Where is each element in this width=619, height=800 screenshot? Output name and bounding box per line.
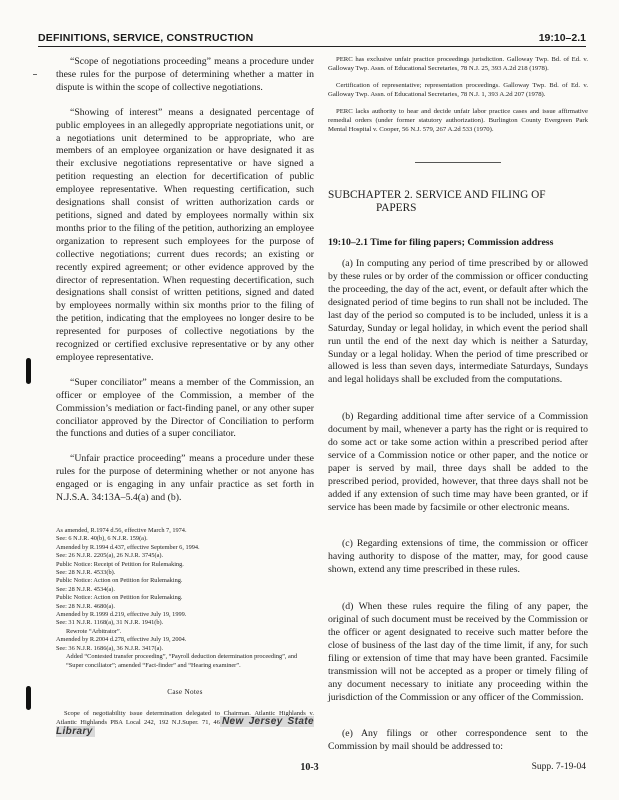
case-note: PERC lacks authority to hear and decide unfair labor practice cases and issue affirmative remedial orders (under former statutory authorization). Burlington County Evergreen Park Mental Hospital v. Cooper, 56 N.J. 579, 267 A.2d 533 (1970).: [328, 108, 588, 133]
subsection-c: (c) Regarding extensions of time, the commission or officer having authority to dispose of the matter, may, for good cause shown, extend any time prescribed in these rules.: [328, 538, 588, 576]
subchapter-title-continued: PAPERS: [376, 202, 417, 215]
history-line: As amended, R.1974 d.56, effective March 7, 1974.: [56, 527, 187, 534]
case-notes-heading: Case Notes: [167, 687, 203, 696]
section-heading: 19:10–2.1 Time for filing papers; Commission address: [328, 237, 554, 249]
history-line: Public Notice: Action on Petition for Rulemaking.: [56, 577, 183, 585]
history-line: See: 26 N.J.R. 2205(a), 26 N.J.R. 3745(a).: [56, 552, 164, 560]
history-line: See: 6 N.J.R. 40(b), 6 N.J.R. 159(a).: [56, 535, 148, 543]
page-number: 10-3: [300, 762, 319, 773]
history-line: Amended by R.2004 d.278, effective July 19, 2004.: [56, 636, 187, 644]
header-title: DEFINITIONS, SERVICE, CONSTRUCTION: [38, 32, 254, 44]
case-note: PERC has exclusive unfair practice proceedings jurisdiction. Galloway Twp. Bd. of Ed. v. Galloway Twp. Assn. of Educational Secretaries, 78 N.J. 25, 393 A.2d 218 (1978).: [328, 56, 588, 72]
history-line: Public Notice: Action on Petition for Rulemaking.: [56, 594, 183, 602]
subsection-a: (a) In computing any period of time prescribed by or allowed by these rules or by order of the commission or officer conducting the proceeding, the day of the act, event, or default after which the designated period of time begins to run shall not be included. The last day of the period so computed is to be included, unless it is a Saturday, Sunday or legal holiday, in which event the period shall run until the end of the next day which is neither a Saturday, Sunday or a legal holiday. When the period of time prescribed or allowed is less than seven days, intermediate Saturdays, Sundays and legal holidays shall be excluded from the computations.: [328, 258, 588, 386]
history-line: See: 28 N.J.R. 4680(a).: [56, 602, 115, 610]
margin-dash: [33, 74, 37, 75]
history-line: See: 28 N.J.R. 4534(a).: [56, 585, 115, 593]
history-line: Amended by R.1994 d.437, effective September 6, 1994.: [56, 543, 200, 551]
section-separator: [415, 162, 501, 163]
header-rule: [38, 46, 586, 47]
rule-history: [56, 527, 314, 670]
subsection-e: (e) Any filings or other correspondence sent to the Commission by mail should be addressed to:: [328, 728, 588, 753]
history-line: See: 28 N.J.R. 4533(b).: [56, 569, 116, 577]
history-line: Rewrote “Arbitrator”.: [66, 627, 122, 635]
subsection-d: (d) When these rules require the filing of any paper, the original of such document must be received by the Commission or the officer or agent designated to receive such matter before the close of business of the last day of the time limit, if any, for such filing or extension of time that may have been granted. Facsimile transmission will not be accepted as a proper or timely filing of any document necessary to initiate any proceeding within the jurisdiction of the Commission or any officer of the Commission.: [328, 601, 588, 703]
history-line: Added “Contested transfer proceeding”, “Payroll deduction determination proceeding”, and “Super conciliator”; amended “Fact-finder” and “Hearing examiner”.: [66, 653, 298, 669]
subchapter-title: SUBCHAPTER 2. SERVICE AND FILING OF: [328, 189, 546, 202]
case-note: Certification of representative; representation proceedings. Galloway Twp. Bd. of Ed. v. Galloway Twp. Assn. of Educational Secretaries, 78 N.J. 1, 393 A.2d 207 (1978).: [328, 82, 588, 98]
definition-super-conciliator: “Super conciliator” means a member of the Commission, an officer or employee of the Commission, a member of the Commission’s mediation or fact-finding panel, or any other super conciliator approved by the Director of Conciliation to perform the functions and duties of a super conciliator.: [56, 376, 314, 440]
right-column: [328, 56, 588, 754]
revision-bar: [26, 686, 31, 710]
subsection-b: (b) Regarding additional time after service of a Commission document by mail, whenever a party has the right or is required to do some act or take some action within a prescribed period after service of a Commission notice or other paper, and the notice or paper is served by mail, three days shall be added to the prescribed period, provided, however, that three days shall not be added if any extension of such time may have been granted, or if service has been made by facsimile or other electronic means.: [328, 411, 588, 513]
history-line: Public Notice: Receipt of Petition for Rulemaking.: [56, 560, 184, 568]
definition-showing-of-interest: “Showing of interest” means a designated percentage of public employees in an allegedly appropriate negotiations unit, or a negotiations unit determined to be appropriate, who are members of an employee organization or have designated it as their exclusive negotiations representative or have signed a petition requesting an election for decertification of public employee representative. When requesting certification, such designations shall consist of written authorization cards or petitions, signed and dated by employees normally within six months prior to the filing of the petition, authorizing an employee organization to represent such employees for the purpose of collective negotiations; current dues records; an existing or recently expired agreement; or other evidence approved by the director of representation. When requesting decertification, such designations shall consist of written petitions, signed and dated by employees normally within six months prior to the filing of the petition, indicating that the employees no longer desire to be represented for purposes of collective negotiations by the recognized or certified exclusive representative or by any other employee representative.: [56, 106, 314, 363]
case-note-text: Scope of negotiability issue determination delegated to Chairman. Atlantic Highlands v. Atlantic Highlands PBA Local 242, 192 N.J.Super. 71, 46: [56, 709, 314, 727]
definition-scope-of-negotiations: “Scope of negotiations proceeding” means a procedure under these rules for the purpose of determining whether a matter in dispute is within the scope of collective negotiations.: [56, 56, 314, 93]
case-note: [56, 710, 314, 738]
revision-bar: [26, 358, 31, 384]
history-line: See: 36 N.J.R. 1686(a), 36 N.J.R. 3417(a).: [56, 644, 164, 652]
history-line: See: 31 N.J.R. 1168(a), 31 N.J.R. 1941(b).: [56, 619, 164, 627]
subchapter-heading: [328, 189, 588, 215]
header-section-number: 19:10–2.1: [538, 32, 586, 44]
definition-unfair-practice: “Unfair practice proceeding” means a procedure under these rules for the purpose of determining whether or not anyone has engaged or is engaging in any unfair practice as set forth in N.J.S.A. 34:13A–5.4(a) and (b).: [56, 453, 314, 504]
running-header: [38, 28, 586, 46]
history-line: Amended by R.1999 d.219, effective July 19, 1999.: [56, 611, 187, 619]
library-stamp: New Jersey State Library: [56, 716, 314, 737]
supplement-date: Supp. 7-19-04: [531, 762, 586, 772]
left-column: [56, 56, 314, 737]
